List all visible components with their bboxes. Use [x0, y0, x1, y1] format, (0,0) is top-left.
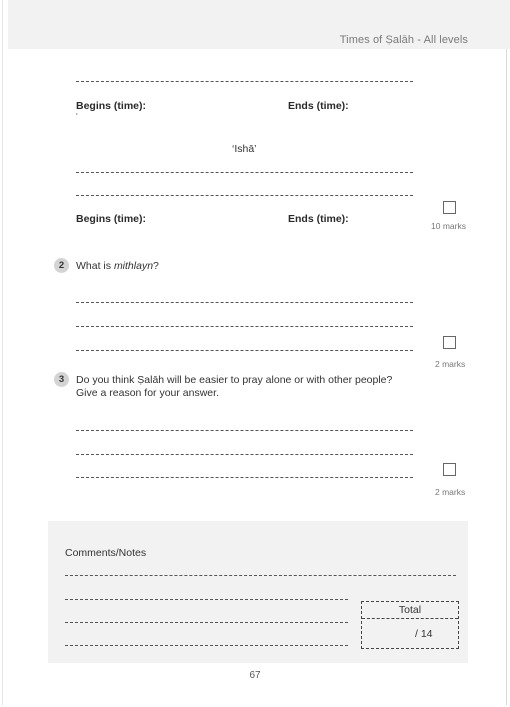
page-header-title: Times of Ṣalāh - All levels — [339, 34, 468, 46]
marks-label: 2 marks — [435, 487, 466, 497]
question-term: mithlayn — [113, 260, 154, 272]
prayer-name-isha: ‘Ishā’ — [232, 143, 257, 155]
notes-line[interactable] — [65, 599, 348, 600]
marks-checkbox[interactable] — [443, 463, 456, 476]
ends-time-label: Ends (time): — [288, 100, 349, 112]
answer-line[interactable] — [76, 172, 413, 173]
total-divider — [362, 618, 458, 619]
question-text-line-2: Give a reason for your answer. — [76, 387, 219, 399]
answer-line[interactable] — [76, 326, 413, 327]
notes-line[interactable] — [65, 575, 456, 576]
marks-label: 2 marks — [435, 359, 466, 369]
begins-time-label: Begins (time): — [76, 213, 147, 225]
total-label: Total — [398, 604, 422, 616]
answer-line[interactable] — [76, 195, 413, 196]
question-text-line-1: Do you think Ṣalāh will be easier to pray alone or with other people? — [76, 374, 393, 386]
marks-checkbox[interactable] — [443, 201, 456, 214]
question-text: What is mithlayn? — [76, 260, 159, 272]
total-score-field[interactable]: / 14 — [415, 628, 433, 640]
answer-line[interactable] — [76, 430, 413, 431]
question-number-badge: 3 — [54, 372, 69, 387]
stray-mark: ‘ — [76, 112, 78, 121]
ends-time-label: Ends (time): — [288, 213, 349, 225]
marks-label: 10 marks — [431, 221, 466, 231]
answer-line[interactable] — [76, 350, 413, 351]
page-number: 67 — [249, 670, 261, 681]
answer-line[interactable] — [76, 454, 413, 455]
marks-checkbox[interactable] — [443, 336, 456, 349]
notes-title: Comments/Notes — [65, 547, 147, 559]
answer-line[interactable] — [76, 302, 413, 303]
question-number-badge: 2 — [54, 258, 69, 273]
notes-line[interactable] — [65, 622, 348, 623]
notes-line[interactable] — [65, 645, 348, 646]
answer-line[interactable] — [76, 81, 413, 82]
begins-time-label: Begins (time): — [76, 100, 147, 112]
answer-line[interactable] — [76, 477, 413, 478]
